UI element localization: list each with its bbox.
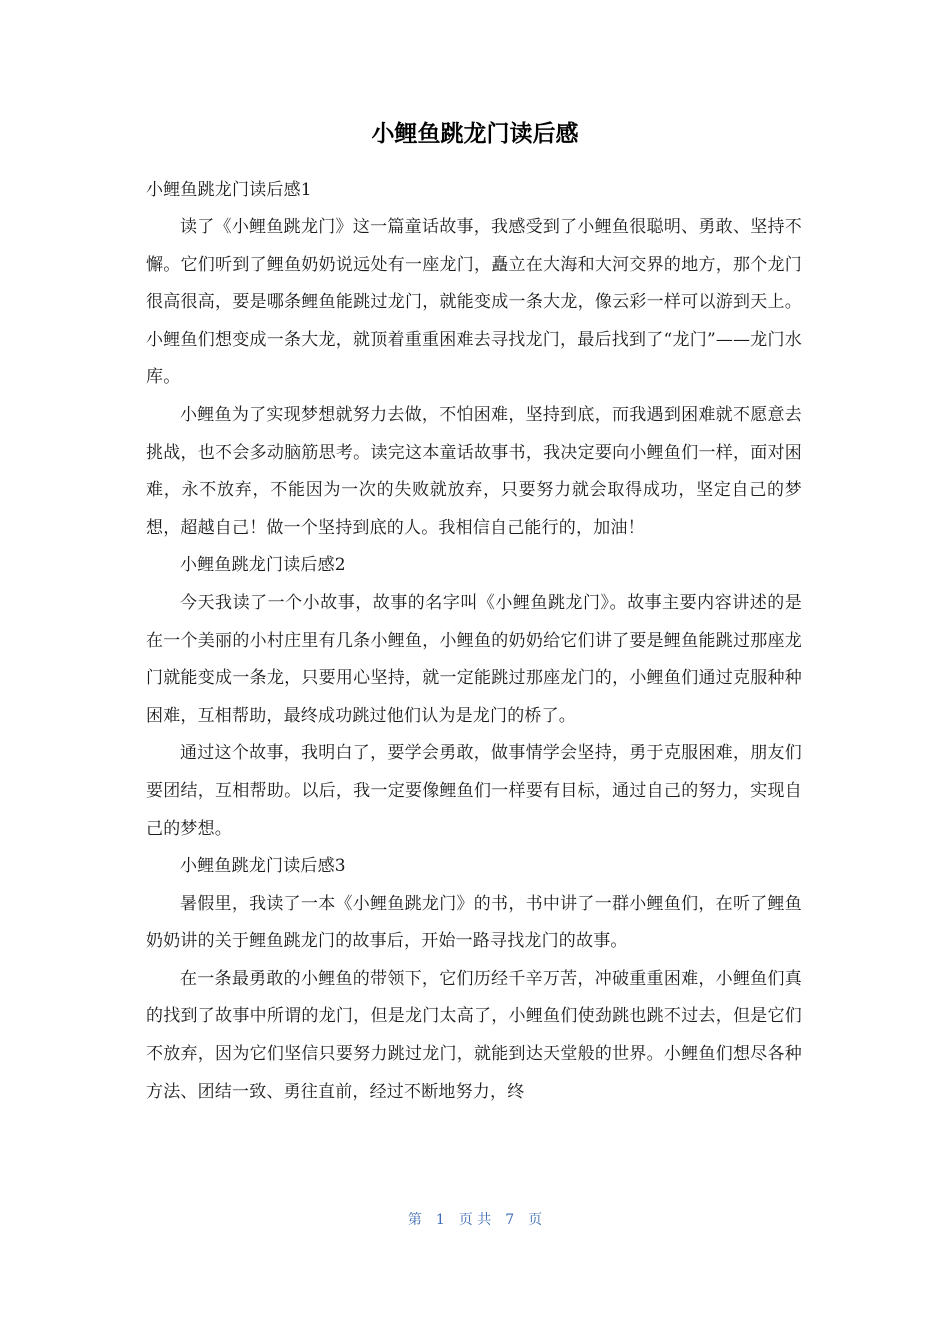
- paragraph: 小鲤鱼为了实现梦想就努力去做，不怕困难，坚持到底，而我遇到困难就不愿意去挑战，也不会多动脑筋思考。读完这本童话故事书，我决定要向小鲤鱼们一样，面对困难，永不放弃，不能因为一次的失败就放弃，只要努力就会取得成功，坚定自己的梦想，超越自己！做一个坚持到底的人。我相信自己能行的，加油！: [146, 404, 802, 538]
- document-title: 小鲤鱼跳龙门读后感: [371, 121, 579, 147]
- footer-current-page: 1: [435, 1212, 445, 1228]
- document-body: [146, 176, 802, 1111]
- page-footer: [0, 1209, 950, 1229]
- section-heading: 小鲤鱼跳龙门读后感1: [146, 180, 312, 200]
- paragraph: 通过这个故事，我明白了，要学会勇敢，做事情学会坚持，勇于克服困难，朋友们要团结，互相帮助。以后，我一定要像鲤鱼们一样要有目标，通过自己的努力，实现自己的梦想。: [146, 743, 802, 839]
- paragraph: 读了《小鲤鱼跳龙门》这一篇童话故事，我感受到了小鲤鱼很聪明、勇敢、坚持不懈。它们听到了鲤鱼奶奶说远处有一座龙门，矗立在大海和大河交界的地方，那个龙门很高很高，要是哪条鲤鱼能跳过龙门，就能变成一条大龙，像云彩一样可以游到天上。小鲤鱼们想变成一条大龙，就顶着重重困难去寻找龙门，最后找到了“龙门”——龙门水库。: [146, 217, 802, 388]
- footer-total-pages: 7: [505, 1212, 515, 1228]
- footer-label-of: 页 共: [458, 1212, 492, 1228]
- paragraph: 今天我读了一个小故事，故事的名字叫《小鲤鱼跳龙门》。故事主要内容讲述的是在一个美丽的小村庄里有几条小鲤鱼，小鲤鱼的奶奶给它们讲了要是鲤鱼能跳过那座龙门就能变成一条龙，只要用心坚持，就一定能跳过那座龙门的，小鲤鱼们通过克服种种困难，互相帮助，最终成功跳过他们认为是龙门的桥了。: [146, 592, 802, 726]
- paragraph: 在一条最勇敢的小鲤鱼的带领下，它们历经千辛万苦，冲破重重困难，小鲤鱼们真的找到了故事中所谓的龙门，但是龙门太高了，小鲤鱼们使劲跳也跳不过去，但是它们不放弃，因为它们坚信只要努力跳过龙门，就能到达天堂般的世界。小鲤鱼们想尽各种方法、团结一致、勇往直前，经过不断地努力，终: [146, 968, 802, 1102]
- paragraph: 暑假里，我读了一本《小鲤鱼跳龙门》的书，书中讲了一群小鲤鱼们，在听了鲤鱼奶奶讲的关于鲤鱼跳龙门的故事后，开始一路寻找龙门的故事。: [146, 893, 802, 952]
- footer-label-end: 页: [528, 1212, 543, 1228]
- section-heading: 小鲤鱼跳龙门读后感3: [180, 856, 346, 877]
- footer-label-page: 第: [407, 1212, 422, 1228]
- section-heading: 小鲤鱼跳龙门读后感2: [180, 555, 346, 576]
